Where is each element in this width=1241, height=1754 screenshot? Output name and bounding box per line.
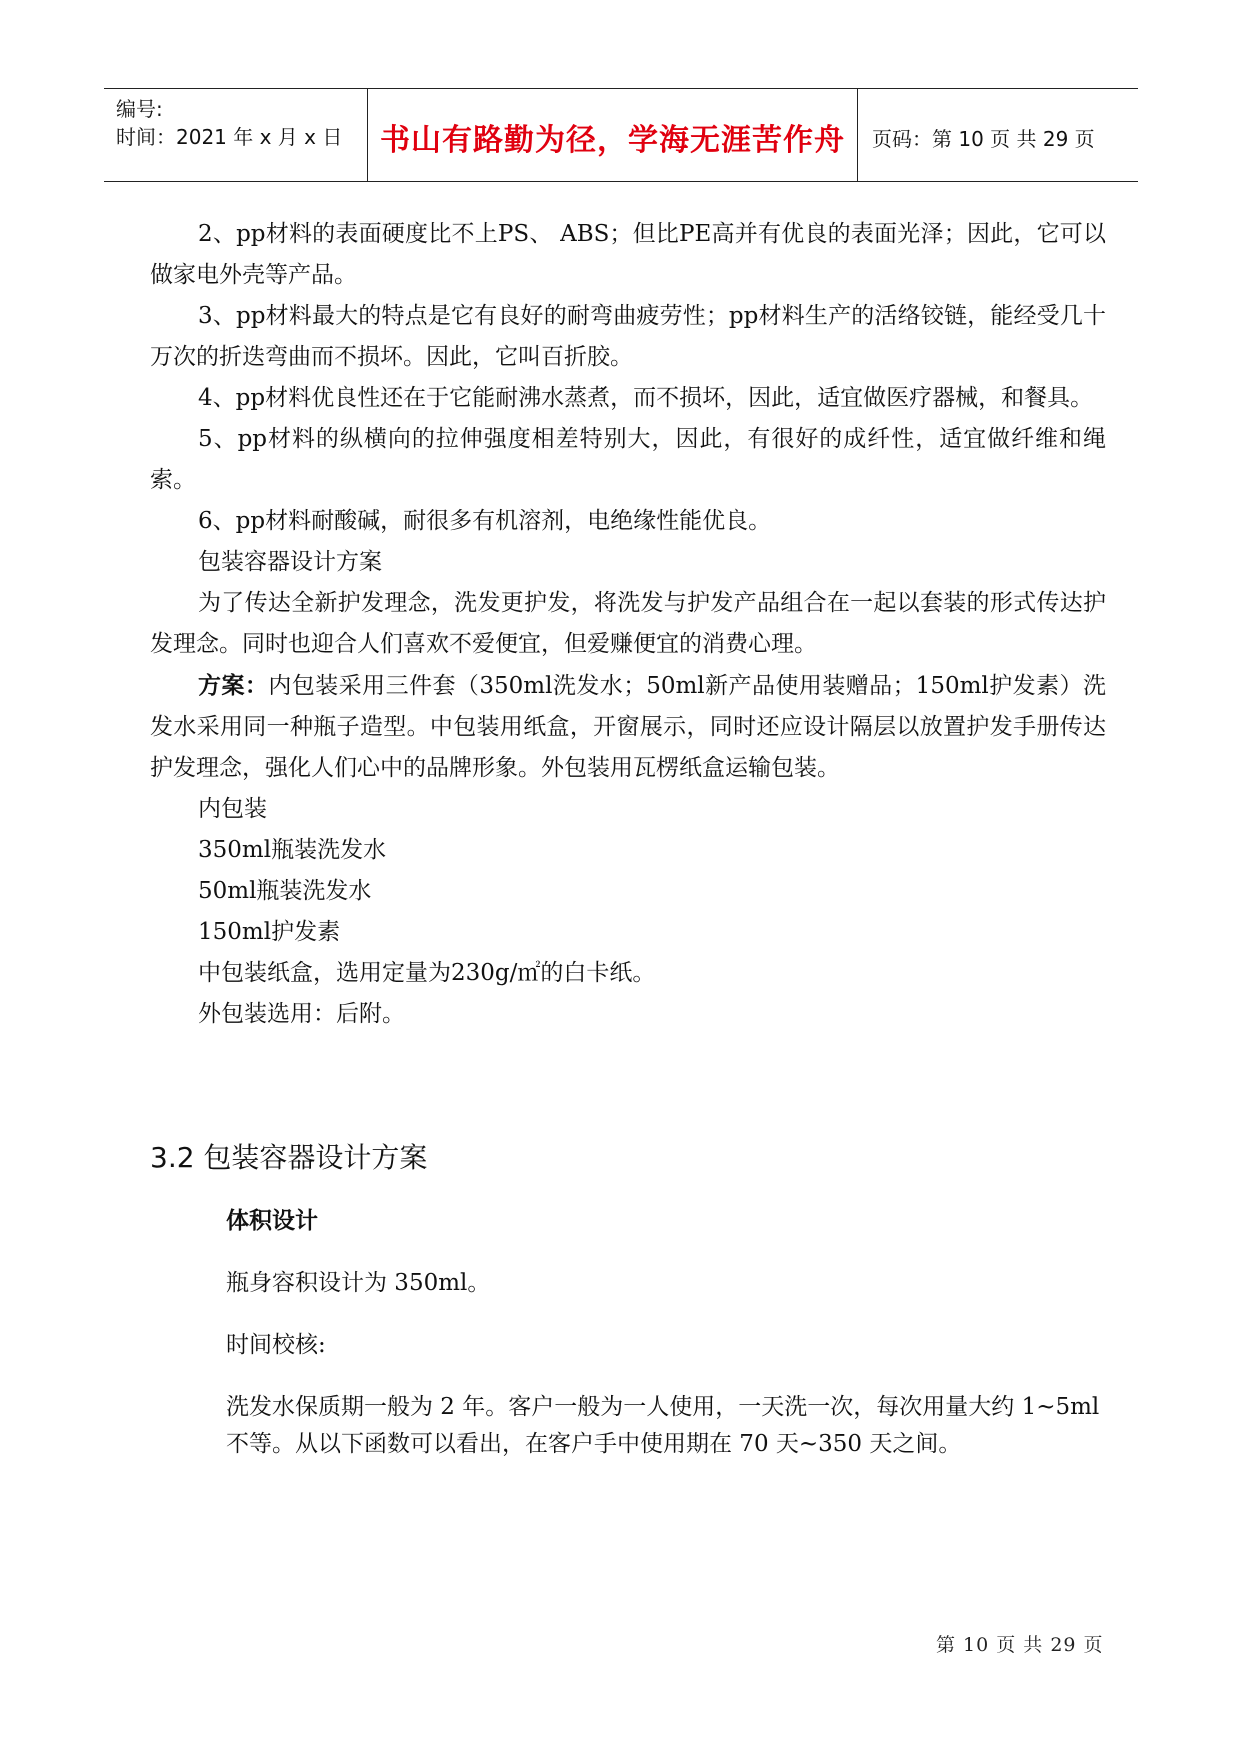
paragraph-title: 包装容器设计方案 xyxy=(198,549,382,575)
paragraph: 6、pp材料耐酸碱，耐很多有机溶剂，电绝缘性能优良。 xyxy=(198,508,772,534)
plan-label: 方案： xyxy=(198,672,269,699)
list-item: 350ml瓶装洗发水 xyxy=(198,837,387,863)
list-item: 50ml瓶装洗发水 xyxy=(198,878,372,904)
paragraph: 2、pp材料的表面硬度比不上PS、 ABS；但比PE高并有优良的表面光泽；因此，它可以做家电外壳等产品。 xyxy=(150,221,1106,288)
paragraph: 3、pp材料最大的特点是它有良好的耐弯曲疲劳性；pp材料生产的活络铰链，能经受几十万次的折迭弯曲而不损坏。因此，它叫百折胶。 xyxy=(150,303,1106,370)
plan-paragraph xyxy=(150,665,1106,789)
page-footer: 第 10 页 共 29 页 xyxy=(936,1634,1104,1656)
section-heading: 3.2 包装容器设计方案 xyxy=(150,1141,428,1174)
list-item: 内包装 xyxy=(198,796,267,822)
subheading: 体积设计 xyxy=(226,1208,318,1234)
plan-text: 内包装采用三件套（350ml洗发水；50ml新产品使用装赠品；150ml护发素）洗发水采用同一种瓶子造型。中包装用纸盒，开窗展示，同时还应设计隔层以放置护发手册传达护发理念，强化人们心中的品牌形象。外包装用瓦楞纸盒运输包装。 xyxy=(150,673,1106,781)
header-page-info: 页码：第 10 页 共 29 页 xyxy=(872,126,1095,151)
time-check-text: 洗发水保质期一般为 2 年。客户一般为一人使用，一天洗一次，每次用量大约 1~5ml 不等。从以下函数可以看出，在客户手中使用期在 70 天~350 天之间。 xyxy=(226,1394,1100,1457)
header-meta xyxy=(104,89,368,181)
number-label: 编号: xyxy=(116,97,163,121)
list-item: 外包装选用：后附。 xyxy=(198,1001,405,1027)
list-item: 150ml护发素 xyxy=(198,919,341,945)
list-item: 中包装纸盒，选用定量为230g/㎡的白卡纸。 xyxy=(198,960,656,986)
page-header xyxy=(104,88,1138,182)
volume-text: 瓶身容积设计为 350ml。 xyxy=(226,1270,491,1296)
body-content xyxy=(150,214,1106,1035)
paragraph: 4、pp材料优良性还在于它能耐沸水蒸煮，而不损坏，因此，适宜做医疗器械，和餐具。 xyxy=(198,385,1094,411)
paragraph: 为了传达全新护发理念，洗发更护发，将洗发与护发产品组合在一起以套装的形式传达护发理念。同时也迎合人们喜欢不爱便宜，但爱赚便宜的消费心理。 xyxy=(150,590,1106,657)
time-label: 时间：2021 年 x 月 x 日 xyxy=(116,125,343,149)
paragraph: 5、pp材料的纵横向的拉伸强度相差特别大，因此，有很好的成纤性，适宜做纤维和绳索。 xyxy=(150,426,1106,493)
time-check-label: 时间校核: xyxy=(226,1332,326,1358)
header-motto: 书山有路勤为径，学海无涯苦作舟 xyxy=(368,89,858,181)
